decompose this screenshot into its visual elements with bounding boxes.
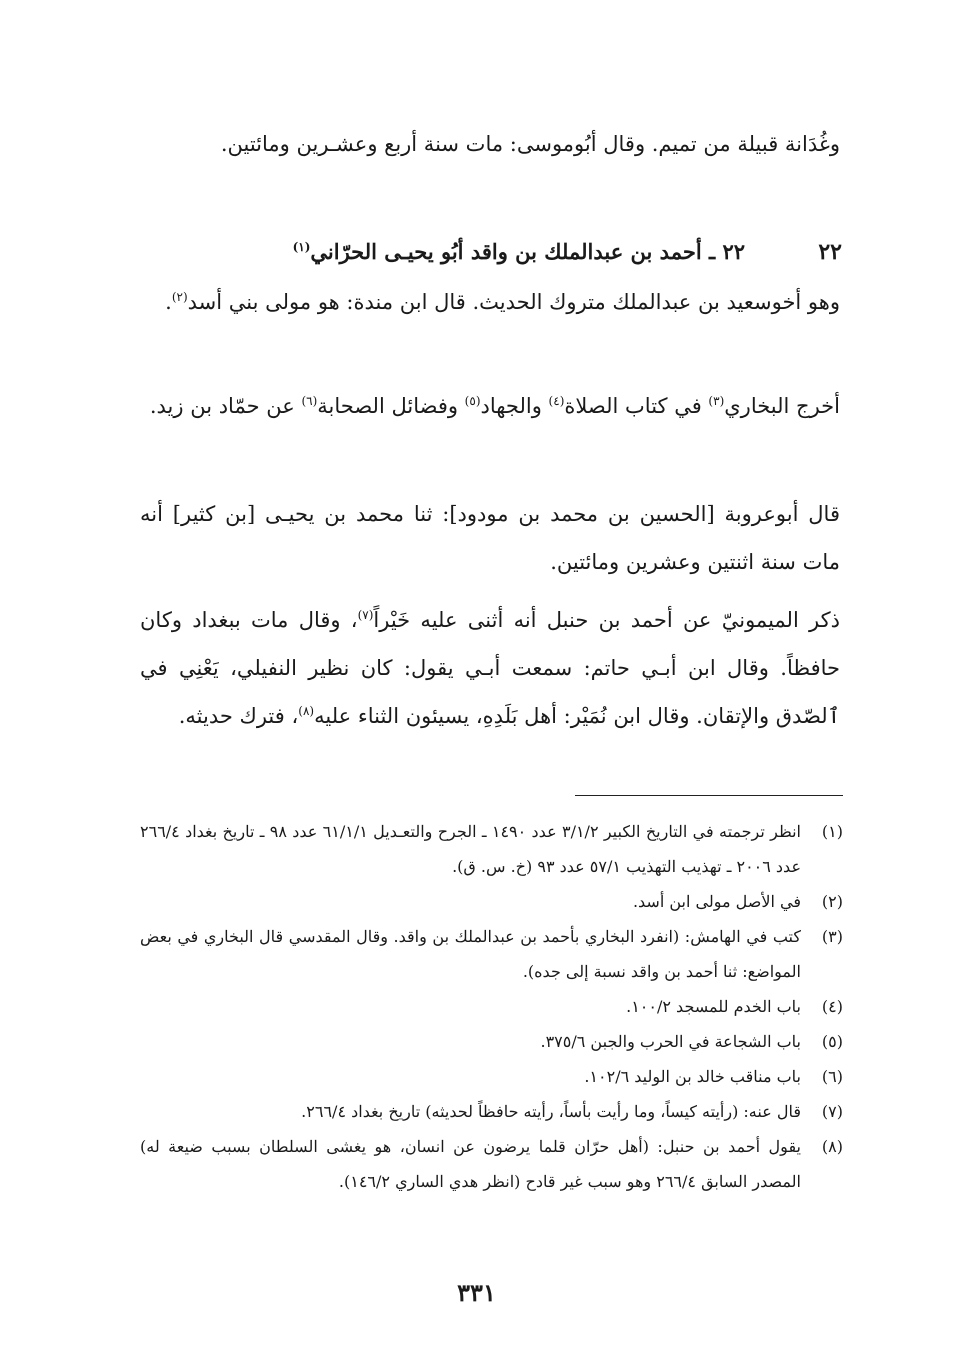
paragraph-bukhari-part5: عن حمّاد بن زيد. (149, 394, 302, 418)
footnote-number: (٨) (821, 1137, 843, 1156)
footnote-6 (140, 1059, 843, 1094)
paragraph-bukhari-part2: في كتاب الصلاة (564, 394, 709, 418)
footnote-number: (٤) (821, 997, 843, 1016)
paragraph-praise-part3: ، فترك حديثه. (178, 704, 299, 728)
footnote-7 (140, 1094, 843, 1129)
footnote-ref-4[interactable]: (٤) (548, 394, 565, 408)
footnote-text: باب الخدم للمسجد ١٠٠/٢. (626, 997, 801, 1016)
paragraph-bukhari (140, 382, 840, 430)
footnote-5 (140, 1024, 843, 1059)
footnote-ref-6[interactable]: (٦) (301, 394, 318, 408)
paragraph-praise-part1: ذكر الميمونيّ عن أحمد بن حنبل أنه أثنى عليه خَيْراً (373, 608, 840, 632)
footnote-ref-1[interactable]: (١) (292, 240, 311, 254)
footnote-ref-3[interactable]: (٣) (708, 394, 725, 408)
paragraph-intro (140, 120, 840, 168)
footnote-text: باب مناقب خالد بن الوليد ١٠٢/٦. (584, 1067, 801, 1086)
paragraph-identity (140, 278, 840, 326)
paragraph-identity-text: وهو أخوسعيد بن عبدالملك متروك الحديث. قال ابن مندة: هو مولى بني أسد (187, 290, 840, 314)
footnote-8 (140, 1129, 843, 1199)
footnote-ref-8[interactable]: (٨) (298, 704, 315, 718)
page-number: ٣٣١ (457, 1278, 496, 1307)
footnote-text: باب الشجاعة في الحرب والجبن ٣٧٥/٦. (540, 1032, 801, 1051)
paragraph-praise-part2: ، وقال مات ببغداد وكان حافظاً. وقال ابن أبـي حاتم: سمعت أبـي يقول: كان نظير النفيلي، يَعْنِي في ٱلصّدق والإتقان. وقال ابن نُمَيْر: أهل بَلَدِهِ، يسيئون الثناء عليه (140, 608, 840, 728)
footnote-4 (140, 989, 843, 1024)
footnote-text: يقول أحمد بن حنبل: (أهل حرّان قلما يرضون عن انسان، هو يغشى السلطان بسبب ضيعة له) المصدر السابق ٢٦٦/٤ وهو سبب غير قادح (انظر هدي الساري ١٤٦/٢). (140, 1137, 801, 1191)
paragraph-praise (140, 596, 840, 740)
paragraph-bukhari-part4: وفضائل الصحابة (317, 394, 465, 418)
paragraph-bukhari-part3: والجهاد (480, 394, 549, 418)
footnote-ref-2[interactable]: (٢) (171, 290, 188, 304)
paragraph-death-date (140, 490, 840, 586)
footnote-2 (140, 884, 843, 919)
paragraph-identity-end: . (165, 290, 172, 314)
footnote-text: كتب في الهامش: (انفرد البخاري بأحمد بن عبدالملك بن واقد. وقال المقدسي قال البخاري في بعض المواضع: ثنا أحمد بن واقد نسبة إلى جده). (140, 927, 801, 981)
entry-title (293, 239, 745, 264)
entry-margin-number: ٢٢ (818, 239, 842, 265)
paragraph-intro-text: وغُدَانة قبيلة من تميم. وقال أبُوموسى: مات سنة أربع وعشـرين ومائتين. (220, 132, 840, 156)
footnote-number: (٦) (821, 1067, 843, 1086)
footnote-3 (140, 919, 843, 989)
paragraph-bukhari-part1: أخرج البخاري (724, 394, 840, 418)
footnote-number: (٣) (821, 927, 843, 946)
footnote-text: انظر ترجمته في التاريخ الكبير ٣/١/٢ عدد ١٤٩٠ ـ الجرح والتعـديل ٦١/١/١ عدد ٩٨ ـ تاريخ بغداد ٢٦٦/٤ عدد ٢٠٠٦ ـ تهذيب التهذيب ٥٧/١ عدد ٩٣ (خ. س. ق). (140, 822, 801, 876)
footnote-number: (٥) (821, 1032, 843, 1051)
footnote-ref-5[interactable]: (٥) (464, 394, 481, 408)
footnote-separator (575, 795, 843, 796)
footnote-ref-7[interactable]: (٧) (357, 608, 374, 622)
footnote-1 (140, 814, 843, 884)
footnote-text: في الأصل مولى ابن أسد. (632, 892, 801, 911)
entry-heading (140, 232, 840, 272)
footnote-number: (٧) (821, 1102, 843, 1121)
footnotes-section (140, 814, 843, 1199)
footnote-number: (١) (821, 822, 843, 841)
paragraph-death-date-text: قال أبوعروبة [الحسين بن محمد بن مودود]: ثنا محمد بن يحيـى [بن كثير] أنه مات سنة اثنتين وعشرين ومائتين. (140, 502, 840, 574)
entry-title-text: ٢٢ ـ أحمد بن عبدالملك بن واقد أبُو يحيـى الحرّاني (310, 239, 745, 264)
footnote-number: (٢) (821, 892, 843, 911)
footnote-text: قال عنه: (رأيته كيساً، وما رأيت بأساً، رأيته حافظاً لحديثه) تاريخ بغداد ٢٦٦/٤. (301, 1102, 801, 1121)
